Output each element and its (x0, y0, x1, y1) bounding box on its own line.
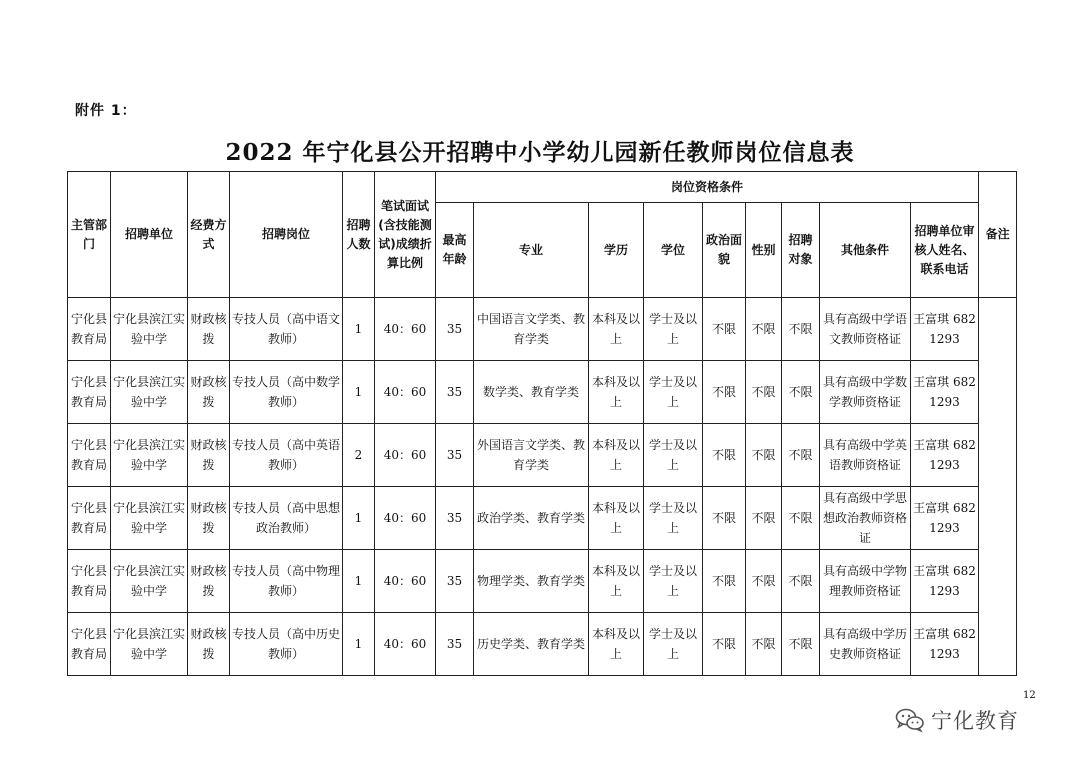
cell-unit: 宁化县滨江实验中学 (111, 613, 188, 676)
cell-count: 1 (343, 550, 375, 613)
cell-unit: 宁化县滨江实验中学 (111, 361, 188, 424)
cell-education: 本科及以上 (589, 550, 644, 613)
cell-age: 35 (436, 298, 474, 361)
cell-contact: 王富琪 6821293 (911, 424, 979, 487)
cell-contact: 王富琪 6821293 (911, 298, 979, 361)
cell-degree: 学士及以上 (644, 487, 703, 550)
cell-gender: 不限 (746, 298, 782, 361)
cell-position: 专技人员（高中语文教师） (230, 298, 343, 361)
cell-politics: 不限 (703, 487, 746, 550)
table-row (68, 487, 1017, 550)
cell-count: 2 (343, 424, 375, 487)
cell-funding: 财政核拨 (188, 550, 230, 613)
page-number: 12 (1023, 690, 1036, 701)
cell-degree: 学士及以上 (644, 361, 703, 424)
cell-position: 专技人员（高中英语教师） (230, 424, 343, 487)
cell-position: 专技人员（高中历史教师） (230, 613, 343, 676)
header-remark: 备注 (979, 172, 1017, 298)
cell-funding: 财政核拨 (188, 361, 230, 424)
cell-position: 专技人员（高中物理教师） (230, 550, 343, 613)
cell-age: 35 (436, 550, 474, 613)
cell-other-conditions: 具有高级中学思想政治教师资格证 (820, 487, 911, 550)
cell-contact: 王富琪 6821293 (911, 613, 979, 676)
cell-dept: 宁化县教育局 (68, 298, 111, 361)
cell-education: 本科及以上 (589, 298, 644, 361)
header-gender: 性别 (746, 203, 782, 298)
cell-ratio: 40：60 (375, 613, 436, 676)
cell-other-conditions: 具有高级中学物理教师资格证 (820, 550, 911, 613)
header-funding: 经费方式 (188, 172, 230, 298)
header-position: 招聘岗位 (230, 172, 343, 298)
cell-politics: 不限 (703, 613, 746, 676)
cell-other-conditions: 具有高级中学历史教师资格证 (820, 613, 911, 676)
cell-other-conditions: 具有高级中学英语教师资格证 (820, 424, 911, 487)
header-degree: 学位 (644, 203, 703, 298)
cell-target: 不限 (782, 487, 820, 550)
cell-other-conditions: 具有高级中学语文教师资格证 (820, 298, 911, 361)
cell-remark (979, 298, 1017, 676)
cell-unit: 宁化县滨江实验中学 (111, 424, 188, 487)
cell-contact: 王富琪 6821293 (911, 361, 979, 424)
cell-count: 1 (343, 613, 375, 676)
cell-education: 本科及以上 (589, 424, 644, 487)
cell-ratio: 40：60 (375, 550, 436, 613)
cell-major: 物理学类、教育学类 (474, 550, 589, 613)
cell-dept: 宁化县教育局 (68, 550, 111, 613)
cell-target: 不限 (782, 361, 820, 424)
cell-major: 数学类、教育学类 (474, 361, 589, 424)
cell-count: 1 (343, 487, 375, 550)
cell-target: 不限 (782, 298, 820, 361)
cell-funding: 财政核拨 (188, 424, 230, 487)
cell-age: 35 (436, 613, 474, 676)
cell-ratio: 40：60 (375, 361, 436, 424)
cell-degree: 学士及以上 (644, 298, 703, 361)
cell-count: 1 (343, 361, 375, 424)
header-major: 专业 (474, 203, 589, 298)
cell-ratio: 40：60 (375, 298, 436, 361)
cell-politics: 不限 (703, 424, 746, 487)
wechat-icon (895, 707, 925, 733)
header-ratio: 笔试面试(含技能测试)成绩折算比例 (375, 172, 436, 298)
header-dept: 主管部门 (68, 172, 111, 298)
header-contact: 招聘单位审核人姓名、联系电话 (911, 203, 979, 298)
cell-funding: 财政核拨 (188, 487, 230, 550)
cell-other-conditions: 具有高级中学数学教师资格证 (820, 361, 911, 424)
cell-education: 本科及以上 (589, 361, 644, 424)
header-row-top (68, 172, 1017, 203)
table-row (68, 613, 1017, 676)
cell-gender: 不限 (746, 424, 782, 487)
header-unit: 招聘单位 (111, 172, 188, 298)
cell-dept: 宁化县教育局 (68, 487, 111, 550)
watermark (895, 705, 1019, 735)
cell-contact: 王富琪 6821293 (911, 487, 979, 550)
cell-politics: 不限 (703, 550, 746, 613)
cell-education: 本科及以上 (589, 613, 644, 676)
header-target: 招聘对象 (782, 203, 820, 298)
cell-degree: 学士及以上 (644, 550, 703, 613)
cell-target: 不限 (782, 550, 820, 613)
cell-major: 中国语言文学类、教育学类 (474, 298, 589, 361)
cell-gender: 不限 (746, 361, 782, 424)
cell-gender: 不限 (746, 487, 782, 550)
cell-degree: 学士及以上 (644, 613, 703, 676)
header-qualification-group: 岗位资格条件 (436, 172, 979, 203)
cell-major: 历史学类、教育学类 (474, 613, 589, 676)
position-info-table (67, 171, 1017, 676)
header-other-conditions: 其他条件 (820, 203, 911, 298)
header-education: 学历 (589, 203, 644, 298)
cell-unit: 宁化县滨江实验中学 (111, 487, 188, 550)
cell-politics: 不限 (703, 298, 746, 361)
cell-gender: 不限 (746, 613, 782, 676)
cell-ratio: 40：60 (375, 424, 436, 487)
cell-major: 政治学类、教育学类 (474, 487, 589, 550)
cell-age: 35 (436, 424, 474, 487)
cell-funding: 财政核拨 (188, 298, 230, 361)
cell-position: 专技人员（高中数学教师） (230, 361, 343, 424)
table-row (68, 361, 1017, 424)
attachment-label: 附件 1： (75, 103, 137, 119)
table-row (68, 550, 1017, 613)
cell-dept: 宁化县教育局 (68, 613, 111, 676)
watermark-text: 宁化教育 (931, 709, 1019, 733)
cell-ratio: 40：60 (375, 487, 436, 550)
table-row (68, 298, 1017, 361)
page-title: 2022 年宁化县公开招聘中小学幼儿园新任教师岗位信息表 (225, 139, 855, 166)
cell-target: 不限 (782, 613, 820, 676)
header-politics: 政治面貌 (703, 203, 746, 298)
cell-unit: 宁化县滨江实验中学 (111, 550, 188, 613)
cell-age: 35 (436, 487, 474, 550)
cell-contact: 王富琪 6821293 (911, 550, 979, 613)
cell-funding: 财政核拨 (188, 613, 230, 676)
cell-major: 外国语言文学类、教育学类 (474, 424, 589, 487)
cell-target: 不限 (782, 424, 820, 487)
cell-position: 专技人员（高中思想政治教师） (230, 487, 343, 550)
cell-unit: 宁化县滨江实验中学 (111, 298, 188, 361)
cell-age: 35 (436, 361, 474, 424)
cell-education: 本科及以上 (589, 487, 644, 550)
table-row (68, 424, 1017, 487)
cell-politics: 不限 (703, 361, 746, 424)
cell-dept: 宁化县教育局 (68, 361, 111, 424)
cell-count: 1 (343, 298, 375, 361)
cell-gender: 不限 (746, 550, 782, 613)
header-count: 招聘人数 (343, 172, 375, 298)
header-age: 最高年龄 (436, 203, 474, 298)
cell-dept: 宁化县教育局 (68, 424, 111, 487)
cell-degree: 学士及以上 (644, 424, 703, 487)
